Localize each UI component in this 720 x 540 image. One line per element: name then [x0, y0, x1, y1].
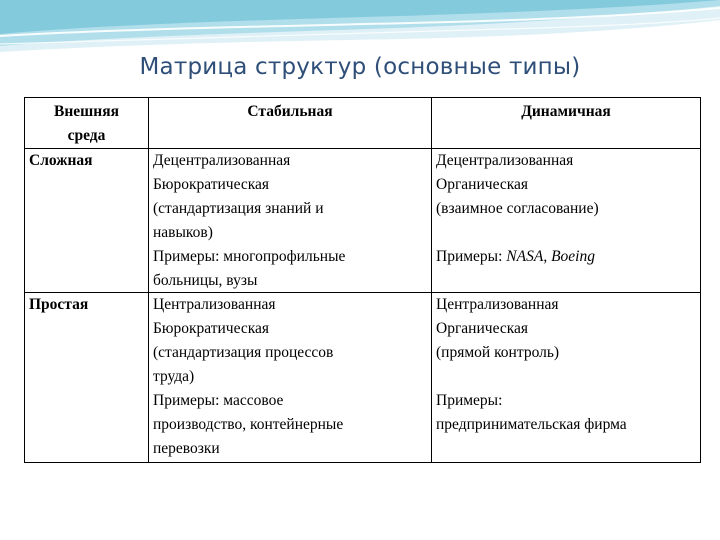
- header-dynamic: Динамичная: [521, 103, 611, 120]
- table-row-divider: [25, 148, 700, 149]
- row-label-simple: Простая: [29, 296, 89, 313]
- slide-title: Матрица структур (основные типы): [139, 54, 581, 80]
- cell-simple-stable: Централизованная Бюрократическая (стандартизация процессов труда) Примеры: массовое производство, контейнерные перевозки: [153, 296, 344, 457]
- cell-complex-stable: Децентрализованная Бюрократическая (стандартизация знаний и навыков) Примеры: многопрофильные больницы, вузы: [153, 152, 346, 289]
- cell-simple-dynamic: Централизованная Органическая (прямой контроль) Примеры: предпринимательская фирма: [436, 296, 627, 433]
- table-column-divider: [431, 98, 432, 462]
- header-stable: Стабильная: [247, 103, 333, 120]
- row-label-complex: Сложная: [29, 152, 93, 169]
- decorative-wave-header: [0, 0, 720, 60]
- table-column-divider: [148, 98, 149, 462]
- cell-complex-dynamic: Децентрализованная Органическая (взаимное согласование) Примеры: NASA, Boeing: [436, 149, 599, 269]
- header-external-environment: Внешняя среда: [54, 103, 119, 144]
- structure-matrix-table: [24, 97, 701, 463]
- complex-dynamic-examples: Примеры: NASA, Boeing: [436, 248, 595, 265]
